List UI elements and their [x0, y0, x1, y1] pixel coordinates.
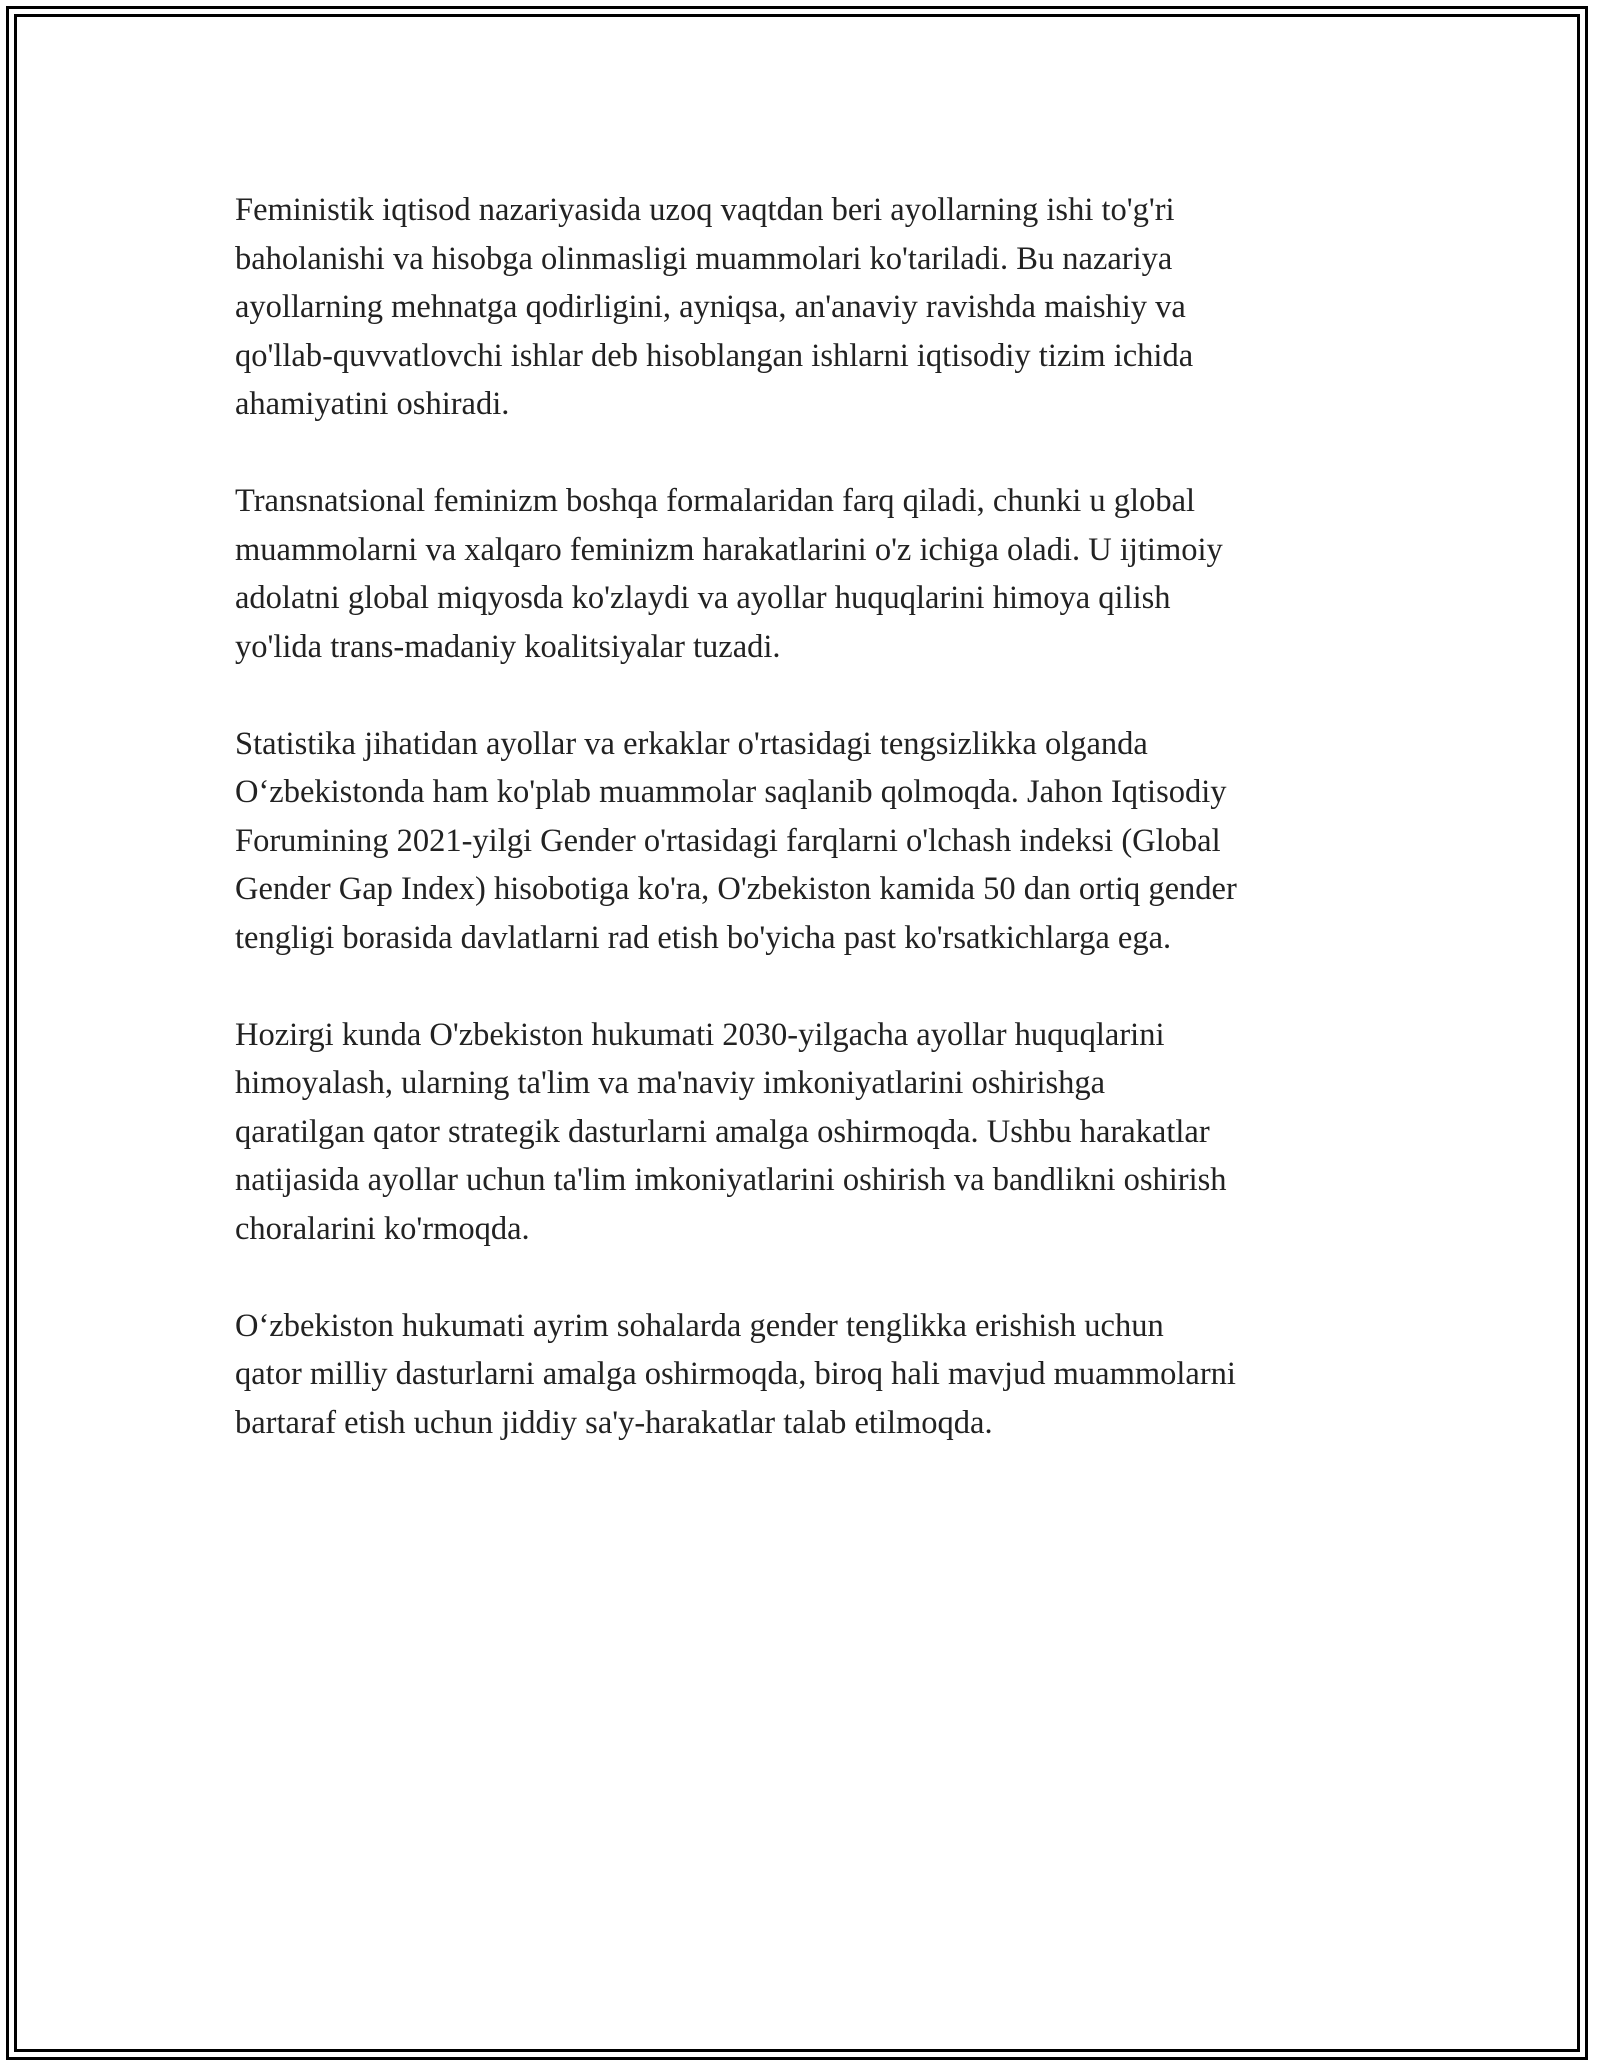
- text-line: himoyalash, ularning ta'lim va ma'naviy imkoniyatlarini oshirishga: [235, 1065, 1106, 1101]
- text-line: Feministik iqtisod nazariyasida uzoq vaqtdan beri ayollarning ishi to'g'ri: [235, 192, 1175, 228]
- text-line: choralarini ko'rmoqda.: [235, 1210, 530, 1247]
- text-line: muammolarni va xalqaro feminizm harakatlarini o'z ichiga oladi. U ijtimoiy: [235, 531, 1223, 568]
- document-body: [235, 186, 1395, 1496]
- text-line: ayollarning mehnatga qodirligini, ayniqsa, an'anaviy ravishda maishiy va: [235, 289, 1186, 325]
- paragraph-feminist-economics: [235, 186, 1395, 429]
- paragraph-transnational-feminism: [235, 477, 1395, 671]
- text-line: Gender Gap Index) hisobotiga ko'ra, O'zbekiston kamida 50 dan ortiq gender: [235, 871, 1237, 907]
- text-line: Statistika jihatidan ayollar va erkaklar o'rtasidagi tengsizlikka olganda: [235, 725, 1148, 762]
- paragraph-government-programs: [235, 1011, 1395, 1254]
- text-line: Transnatsional feminizm boshqa formalaridan farq qiladi, chunki u global: [235, 483, 1196, 519]
- text-line: adolatni global miqyosda ko'zlaydi va ayollar huquqlarini himoya qilish: [235, 580, 1171, 616]
- text-line: tengligi borasida davlatlarni rad etish bo'yicha past ko'rsatkichlarga ega.: [235, 919, 1172, 956]
- text-line: baholanishi va hisobga olinmasligi muammolari ko'tariladi. Bu nazariya: [235, 240, 1173, 277]
- text-line: Hozirgi kunda O'zbekiston hukumati 2030-yilgacha ayollar huquqlarini: [235, 1016, 1165, 1053]
- text-line: qaratilgan qator strategik dasturlarni amalga oshirmoqda. Ushbu harakatlar: [235, 1113, 1210, 1150]
- text-line: qator milliy dasturlarni amalga oshirmoqda, biroq hali mavjud muammolarni: [235, 1356, 1236, 1392]
- text-line: O‘zbekistonda ham ko'plab muammolar saqlanib qolmoqda. Jahon Iqtisodiy: [235, 774, 1227, 810]
- text-line: bartaraf etish uchun jiddiy sa'y-harakatlar talab etilmoqda.: [235, 1404, 993, 1441]
- text-line: ahamiyatini oshiradi.: [235, 386, 510, 422]
- paragraph-statistics: [235, 720, 1395, 963]
- paragraph-conclusion: [235, 1302, 1395, 1448]
- text-line: O‘zbekiston hukumati ayrim sohalarda gender tenglikka erishish uchun: [235, 1307, 1164, 1344]
- text-line: Forumining 2021-yilgi Gender o'rtasidagi farqlarni o'lchash indeksi (Global: [235, 822, 1221, 859]
- text-line: qo'llab-quvvatlovchi ishlar deb hisoblangan ishlarni iqtisodiy tizim ichida: [235, 337, 1194, 374]
- text-line: natijasida ayollar uchun ta'lim imkoniyatlarini oshirish va bandlikni oshirish: [235, 1162, 1227, 1198]
- text-line: yo'lida trans-madaniy koalitsiyalar tuzadi.: [235, 628, 781, 665]
